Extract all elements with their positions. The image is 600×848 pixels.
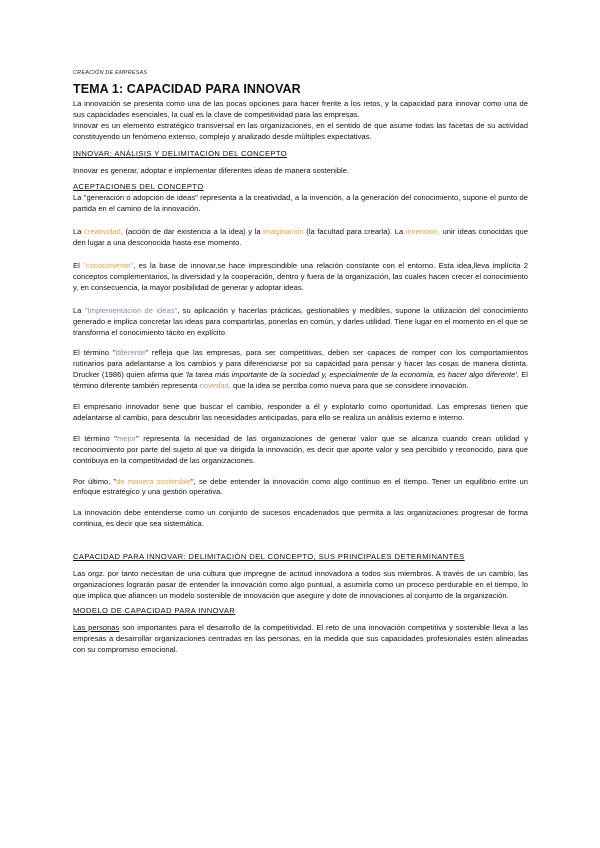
aceptaciones-paragraph-1: La "generación o adopción de ideas" representa a la creatividad, a la invención, a la generación del conocimiento, supone el punto de partida en el camino de la innovación. xyxy=(73,193,528,214)
term-sostenible: de manera sostenible xyxy=(116,476,191,486)
term-invencion: invención, xyxy=(405,227,440,237)
intro-paragraph-1: La innovación se presenta como una de las pocas opciones para hacer frente a los retos, y la capacidad para innovar como una de sus capacidades esenciales, la cual es la clave de competitividad para las empresas. xyxy=(73,99,528,119)
term-diferente: diferente xyxy=(115,348,146,358)
term-creatividad: creatividad, xyxy=(84,227,123,237)
modelo-paragraph: Las personas son importantes para el desarrollo de la competitividad. El reto de una innovación competitiva y sostenible lleva a las empresas a desarrollar organizaciones centradas en las personas, en la medida que sus capacidades profesionales estén alineadas con su compromiso emocional. xyxy=(73,622,529,654)
term-conocimiento: "conocimiento" xyxy=(83,260,134,270)
aceptaciones-paragraph-4: La "Implementación de ideas", su aplicación y hacerlas prácticas, gestionables y medibles, supone la utilización del conocimiento generado e implica concretar las ideas para compartirlas, ponerlas en común, y darles utilidad. Tiene lugar en el momento en el que se transforma el conocimiento tácito en explícito. xyxy=(73,305,528,337)
term-implementacion: "Implementación de ideas" xyxy=(84,305,178,315)
aceptaciones-paragraph-2: La creatividad, (acción de dar existencia a la idea) y la imaginación (la facultad para crearla). La invención, unir ideas conocidas que den lugar a una desconocida hasta ese momento. xyxy=(73,227,528,248)
course-header: CREACIÓN DE EMPRESAS xyxy=(73,70,148,76)
section-heading-capacidad: CAPACIDAD PARA INNOVAR: DELIMITACIÓN DEL CONCEPTO, SUS PRINCIPALES DETERMINANTES xyxy=(73,552,465,562)
term-imaginacion: imaginación xyxy=(263,227,304,237)
capacidad-paragraph: Las orgz. por tanto necesitan de una cultura que impregne de actitud innovadora a todos sus miembros. A través de un cambio, las organizaciones lograrán pasar de entender la innovación como algo puntual, a asumirla como un proceso perdurable en el tiempo, lo que implica que afiancen un modelo sostenible de innovación que asegure y dote de innovaciones al conjunto de la organización. xyxy=(73,569,528,600)
section-heading-aceptaciones: ACEPTACIONES DEL CONCEPTO xyxy=(73,182,204,192)
aceptaciones-paragraph-9: La innovación debe entenderse como un conjunto de sucesos encadenados que permita a las organizaciones progresar de forma continua, es decir que sea sistemática. xyxy=(73,508,528,529)
document-page xyxy=(73,70,528,655)
aceptaciones-paragraph-5: El término "diferente" refleja que las empresas, para ser competitivas, deben ser capaces de romper con los comportamientos rutinarios para adelantarse a los cambios y para diferenciarse por su capacidad para pensar y hacer las cosas de manera distinta. Drucker (1986) quien afirma que 'la tarea más importante de la sociedad y, especialmente de la economía, es hacer algo diferente'. El término diferente también representa novedad, que la idea se perciba como nueva para que se considere innovación. xyxy=(73,348,528,391)
term-mejor: mejor xyxy=(116,433,136,443)
aceptaciones-paragraph-8: Por último, "de manera sostenible", se debe entender la innovación como algo continuo en el tiempo. Tener un equilibrio entre un enfoque estratégico y una gestión operativa. xyxy=(73,476,528,497)
innovar-definition: Innovar es generar, adoptar e implementar diferentes ideas de manera sostenible. xyxy=(73,165,350,175)
drucker-quote: 'la tarea más importante de la sociedad y, especialmente de la economía, es hacer algo diferente'. xyxy=(185,370,519,380)
page-title: TEMA 1: CAPACIDAD PARA INNOVAR xyxy=(73,82,301,96)
term-novedad: novedad, xyxy=(199,381,231,391)
aceptaciones-paragraph-6: El empresario innovador tiene que buscar el cambio, responder a él y explotarlo como oportunidad. Las empresas tienen que adelantarse al cambio, para descubrir las necesidades anticipadas, para ello se realiza un análisis externo e interno. xyxy=(73,402,528,422)
aceptaciones-paragraph-7: El término "mejor" representa la necesidad de las organizaciones de generar valor que se alcanza cuando crean utilidad y reconocimiento por parte del sujeto al que va dirigida la innovación, es decir que aporte valor y sea percibido y reconocido, para que contribuya en la competitividad de las organizaciones. xyxy=(73,433,528,465)
section-heading-innovar: INNOVAR: ANÁLISIS Y DELIMITACIÓN DEL CONCEPTO xyxy=(73,148,288,158)
intro-paragraph-2: Innovar es un elemento estratégico transversal en las organizaciones, en el sentido de que asume todas las facetas de su actividad constituyendo un fenómeno extenso, complejo y analizado desde múltiples expectativas. xyxy=(73,120,528,141)
aceptaciones-paragraph-3: El "conocimiento", es la base de innovar,se hace imprescindible una relación constante con el entorno. Esta idea,lleva implícita 2 conceptos complementarios, la diversidad y la cooperación, dentro y fuera de la organización, las cuales hacen crecer el conocimiento y, en consecuencia, la mayor posibilidad de generar y adoptar ideas. xyxy=(73,260,528,292)
section-heading-modelo: MODELO DE CAPACIDAD PARA INNOVAR xyxy=(73,605,236,615)
term-personas: Las personas xyxy=(73,622,120,632)
